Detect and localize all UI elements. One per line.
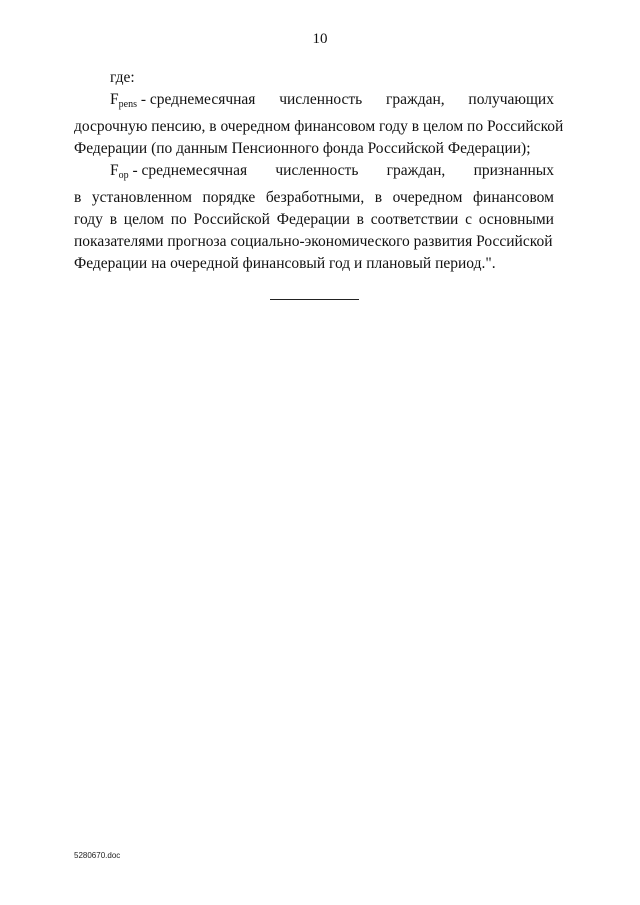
f-pens-word: граждан, bbox=[386, 91, 445, 108]
f-op-word: в bbox=[109, 211, 118, 228]
f-op-word: основными bbox=[478, 211, 554, 228]
f-op-word: Российской bbox=[193, 211, 270, 228]
f-op-line-4: показателями прогноза социально-экономического развития Российской bbox=[74, 233, 553, 250]
f-op-word: безработными, bbox=[265, 189, 365, 206]
page-number: 10 bbox=[312, 31, 328, 47]
f-op-word: финансовом bbox=[473, 189, 554, 206]
where-label: где: bbox=[110, 69, 135, 86]
f-op-word: с bbox=[465, 211, 473, 228]
f-op-word: целом bbox=[123, 211, 164, 228]
f-op-symbol: $F_{op}$ bbox=[110, 162, 129, 181]
f-op-word: очередном bbox=[392, 189, 463, 206]
f-op-word: признанных bbox=[473, 162, 554, 179]
f-op-line-5: Федерации на очередной финансовый год и плановый период.". bbox=[74, 255, 496, 272]
f-op-word: Федерации bbox=[276, 211, 350, 228]
f-op-word: соответствии bbox=[370, 211, 459, 228]
f-pens-line-1 bbox=[74, 89, 554, 116]
document-body bbox=[74, 67, 564, 275]
f-op-word: по bbox=[170, 211, 187, 228]
f-pens-word: численность bbox=[279, 91, 363, 108]
f-op-line-3 bbox=[74, 209, 554, 231]
f-pens-line-2: досрочную пенсию, в очередном финансовом году в целом по Российской bbox=[74, 118, 564, 135]
f-op-word: граждан, bbox=[386, 162, 446, 179]
f-pens-word: получающих bbox=[468, 91, 554, 108]
f-op-word: численность bbox=[275, 162, 359, 179]
document-file-code: 5280670.doc bbox=[74, 851, 121, 860]
f-pens-first-word: $F_{pens}$ - среднемесячная bbox=[110, 91, 256, 110]
f-op-line-2 bbox=[74, 187, 554, 209]
f-op-word: в bbox=[374, 189, 383, 206]
f-op-word: в bbox=[356, 211, 364, 228]
f-pens-line-3: Федерации (по данным Пенсионного фонда Российской Федерации); bbox=[74, 140, 531, 157]
f-op-line-1 bbox=[74, 160, 554, 187]
f-op-word: установленном bbox=[91, 189, 192, 206]
f-op-word: порядке bbox=[202, 189, 256, 206]
f-op-first-word: $F_{op}$ - среднемесячная bbox=[110, 162, 248, 181]
f-op-word: в bbox=[74, 189, 82, 206]
f-op-word: году bbox=[74, 211, 103, 228]
end-divider bbox=[270, 299, 359, 300]
f-pens-symbol: $F_{pens}$ bbox=[110, 91, 137, 110]
